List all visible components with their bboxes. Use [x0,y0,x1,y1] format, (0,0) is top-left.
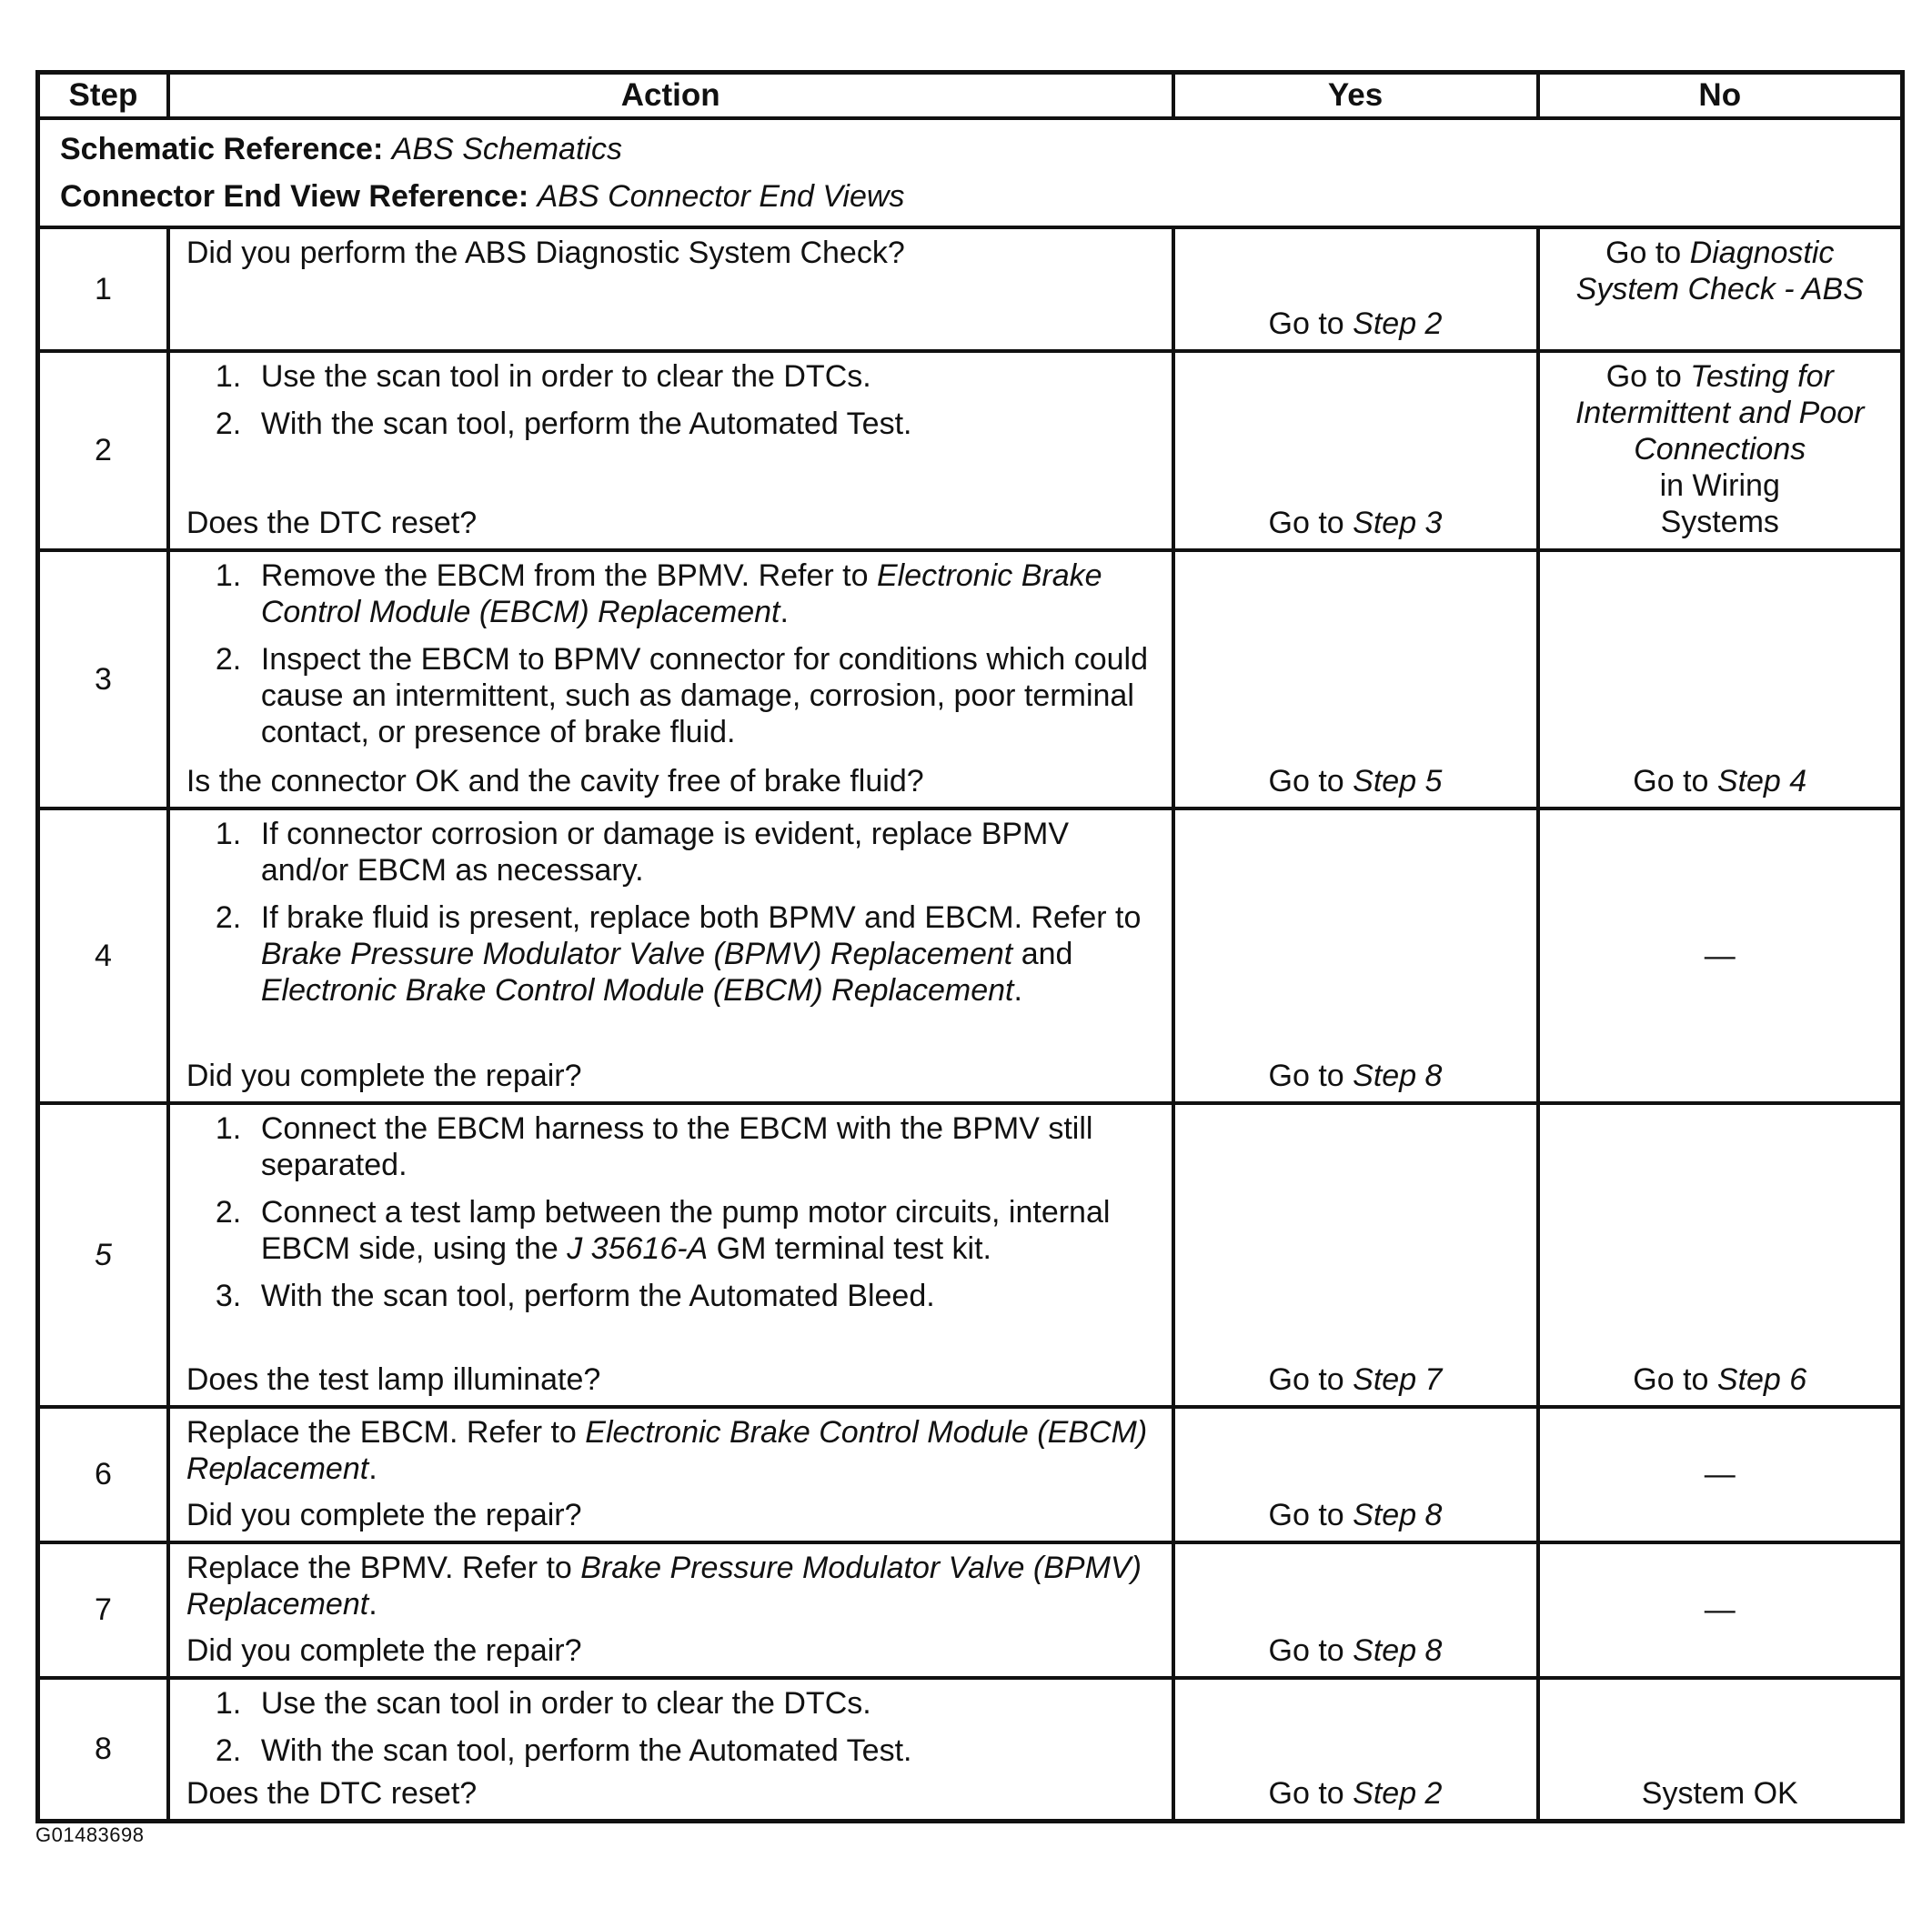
action-cell [168,1103,1173,1407]
action-item [186,1194,1161,1267]
action-question: Does the DTC reset? [186,505,478,540]
no-result: — [1704,1592,1736,1627]
yes-prefix: Go to [1268,505,1353,540]
action-paragraph [186,1550,1161,1622]
step-number-cell [38,1407,168,1542]
action-cell [168,227,1173,351]
step-number: 5 [94,1237,112,1272]
yes-cell [1173,1542,1538,1678]
step-number: 8 [94,1732,112,1767]
no-result: — [1704,938,1736,973]
action-cell [168,1542,1173,1678]
item-text: Connect a test lamp between the pump motor circuits, internal EBCM side, using the [260,1194,1111,1266]
yes-result [1175,763,1536,799]
item-number: 2. [215,406,242,441]
header-no: No [1538,73,1903,118]
yes-cell [1173,1678,1538,1822]
item-text: With the scan tool, perform the Automated Test. [260,1732,912,1768]
item-text: With the scan tool, perform the Automated Bleed. [260,1278,935,1313]
para-text-end: . [368,1451,377,1486]
action-item [186,1278,1161,1314]
yes-step-link[interactable]: Step 8 [1353,1632,1443,1668]
yes-prefix: Go to [1268,1058,1353,1093]
item-text: If connector corrosion or damage is evident, replace BPMV and/or EBCM as necessary. [260,816,1070,888]
step-number-cell [38,808,168,1103]
item-number: 1. [215,557,242,593]
yes-result [1175,1058,1536,1094]
item-text: Use the scan tool in order to clear the DTCs. [260,1685,871,1721]
para-text: Replace the BPMV. Refer to [186,1550,581,1585]
item-number: 2. [215,1732,242,1768]
yes-result [1175,1775,1536,1812]
para-text: Replace the EBCM. Refer to [186,1414,586,1450]
yes-step-link[interactable]: Step 5 [1353,763,1443,798]
step-number: 4 [94,938,112,973]
figure-id: G01483698 [35,1823,145,1846]
action-paragraph [186,1414,1161,1487]
header-action: Action [168,73,1173,118]
table-row [38,1103,1903,1407]
action-list [186,358,1161,442]
action-list [186,1685,1161,1769]
no-procedure-link[interactable]: Testing for Intermittent and Poor Connections [1575,358,1865,467]
diagnostic-table [35,70,1905,1823]
schematic-reference-value: ABS Schematics [391,131,622,166]
table-row [38,808,1903,1103]
connector-reference [60,175,1900,222]
no-step-link[interactable]: Step 4 [1716,763,1807,798]
item-number: 1. [215,1685,242,1721]
reference-row [38,118,1903,227]
table-row [38,1407,1903,1542]
yes-cell [1173,351,1538,550]
item-text: Connect the EBCM harness to the EBCM with the BPMV still separated. [260,1110,1093,1182]
connector-reference-label: Connector End View Reference: [60,178,529,214]
action-question: Did you perform the ABS Diagnostic System Check? [186,235,905,270]
step-number: 6 [94,1457,112,1491]
item-text-end: . [1013,972,1022,1008]
item-text-end: . [780,594,789,629]
item-number: 2. [215,641,242,677]
step-number: 3 [94,661,112,697]
step-number-cell [38,1678,168,1822]
action-item [186,358,1161,395]
item-number: 2. [215,899,242,935]
item-text: Use the scan tool in order to clear the DTCs. [260,358,871,394]
no-result: System OK [1641,1776,1798,1811]
action-cell [168,1678,1173,1822]
yes-step-link[interactable]: Step 8 [1353,1497,1443,1532]
yes-step-link[interactable]: Step 3 [1353,505,1443,540]
procedure-link[interactable]: Electronic Brake Control Module (EBCM) Replacement [260,972,1014,1008]
yes-prefix: Go to [1268,306,1353,341]
no-cell [1538,227,1903,351]
table-row [38,550,1903,808]
yes-cell [1173,1103,1538,1407]
yes-prefix: Go to [1268,1497,1353,1532]
header-yes: Yes [1173,73,1538,118]
no-cell [1538,1407,1903,1542]
yes-prefix: Go to [1268,763,1353,798]
yes-result [1175,505,1536,541]
procedure-link[interactable]: Brake Pressure Modulator Valve (BPMV) Replacement [186,1550,1142,1622]
no-procedure-link[interactable]: Diagnostic System Check - ABS [1575,235,1864,306]
action-question: Did you complete the repair? [186,1632,582,1668]
no-prefix: Go to [1605,235,1690,270]
no-cell [1538,1678,1903,1822]
action-list [186,1110,1161,1314]
connector-reference-value: ABS Connector End Views [537,178,905,214]
no-cell [1538,550,1903,808]
action-cell [168,550,1173,808]
action-question: Did you complete the repair? [186,1497,582,1532]
yes-step-link[interactable]: Step 7 [1353,1361,1443,1397]
step-number-cell [38,550,168,808]
step-number-cell [38,227,168,351]
item-text: Remove the EBCM from the BPMV. Refer to [260,557,877,593]
no-cell [1538,1103,1903,1407]
no-prefix: Go to [1605,358,1691,394]
item-number: 1. [215,1110,242,1146]
yes-cell [1173,808,1538,1103]
no-result [1540,353,1901,540]
table-row [38,351,1903,550]
no-cell [1538,808,1903,1103]
item-number: 3. [215,1278,242,1313]
reference-cell [38,118,1903,227]
yes-result [1175,1632,1536,1669]
yes-prefix: Go to [1268,1632,1353,1668]
step-number-cell [38,351,168,550]
action-item [186,406,1161,442]
header-row [38,73,1903,118]
no-cell [1538,1542,1903,1678]
no-suffix: in Wiring Systems [1659,467,1780,539]
no-result [1540,1361,1901,1398]
item-text: If brake fluid is present, replace both BPMV and EBCM. Refer to [260,899,1142,935]
action-item [186,899,1161,1009]
no-cell [1538,351,1903,550]
action-cell [168,351,1173,550]
yes-cell [1173,1407,1538,1542]
action-question: Does the test lamp illuminate? [186,1361,601,1397]
action-item [186,557,1161,630]
item-number: 2. [215,1194,242,1230]
yes-prefix: Go to [1268,1361,1353,1397]
yes-cell [1173,227,1538,351]
yes-step-link[interactable]: Step 2 [1353,1776,1443,1811]
yes-result [1175,306,1536,342]
no-prefix: Go to [1633,763,1717,798]
action-item [186,641,1161,750]
yes-cell [1173,550,1538,808]
step-number-cell [38,1103,168,1407]
item-text-end: GM terminal test kit. [708,1230,991,1266]
step-number: 1 [94,271,112,306]
header-step: Step [38,73,168,118]
action-cell [168,1407,1173,1542]
item-number: 1. [215,816,242,851]
action-list [186,816,1161,1009]
schematic-reference-label: Schematic Reference: [60,131,384,166]
action-item [186,816,1161,889]
action-question: Does the DTC reset? [186,1776,478,1811]
step-number: 7 [94,1592,112,1627]
action-item [186,1110,1161,1183]
table-row [38,227,1903,351]
schematic-reference [60,127,1900,175]
no-result [1540,763,1901,799]
yes-result [1175,1361,1536,1398]
item-text: Inspect the EBCM to BPMV connector for conditions which could cause an intermittent, such as damage, corrosion, poor terminal contact, or presence of brake fluid. [260,641,1148,749]
no-result: — [1704,1457,1736,1491]
item-text: With the scan tool, perform the Automated Test. [260,406,912,441]
item-number: 1. [215,358,242,394]
action-cell [168,808,1173,1103]
action-item [186,1685,1161,1722]
step-number: 2 [94,433,112,467]
tool-reference: J 35616-A [567,1230,709,1266]
procedure-link[interactable]: Electronic Brake Control Module (EBCM) Replacement [260,557,1102,629]
step-number-cell [38,1542,168,1678]
table-row [38,1678,1903,1822]
no-step-link[interactable]: Step 6 [1716,1361,1807,1397]
yes-result [1175,1497,1536,1533]
no-result [1540,229,1901,307]
item-text-mid: and [1012,936,1073,971]
procedure-link[interactable]: Brake Pressure Modulator Valve (BPMV) Replacement [260,936,1013,971]
action-question: Is the connector OK and the cavity free of brake fluid? [186,763,924,798]
action-list [186,557,1161,750]
action-item [186,1732,1161,1769]
yes-step-link[interactable]: Step 8 [1353,1058,1443,1093]
yes-step-link[interactable]: Step 2 [1353,306,1443,341]
no-prefix: Go to [1633,1361,1717,1397]
yes-prefix: Go to [1268,1776,1353,1811]
para-text-end: . [368,1586,377,1622]
action-question: Did you complete the repair? [186,1058,582,1093]
procedure-link[interactable]: Electronic Brake Control Module (EBCM) Replacement [186,1414,1148,1486]
table-row [38,1542,1903,1678]
